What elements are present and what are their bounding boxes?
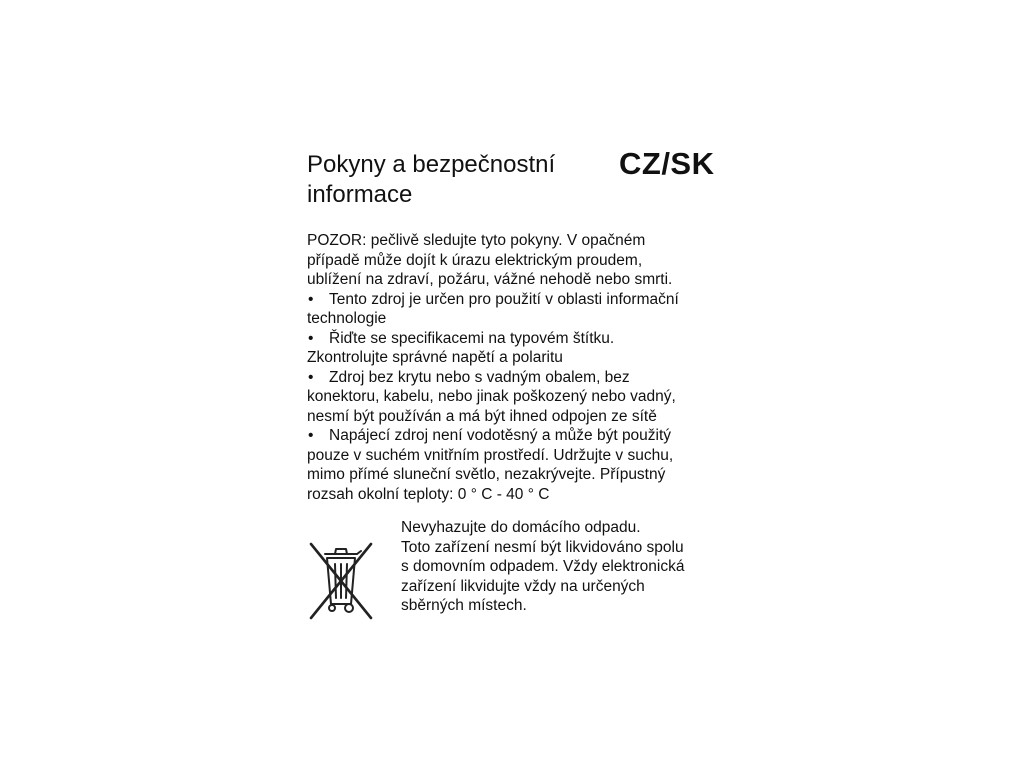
bullet-icon <box>307 426 329 446</box>
bullet-text: rozsah okolní teploty: 0 ° C - 40 ° C <box>307 485 550 503</box>
warning-line: případě může dojít k úrazu elektrickým proudem, <box>307 251 643 269</box>
safety-instructions <box>307 231 727 504</box>
bullet-item <box>307 290 727 329</box>
bullet-text: pouze v suchém vnitřním prostředí. Udržujte v suchu, <box>307 446 674 464</box>
disposal-line: zařízení likvidujte vždy na určených <box>401 577 645 595</box>
bullet-text: technologie <box>307 310 387 327</box>
warning-paragraph <box>307 231 727 290</box>
bullet-text: Napájecí zdroj není vodotěsný a může být použitý <box>329 427 672 444</box>
disposal-line: Nevyhazujte do domácího odpadu. <box>401 519 641 536</box>
warning-line: ublížení na zdraví, požáru, vážné nehodě nebo smrti. <box>307 271 673 288</box>
warning-line: POZOR: pečlivě sledujte tyto pokyny. V opačném <box>307 232 646 249</box>
disposal-text <box>401 518 731 616</box>
bullet-text: Řiďte se specifikacemi na typovém štítku. <box>329 329 615 347</box>
bullet-text: Zkontrolujte správné napětí a polaritu <box>307 349 563 366</box>
bullet-icon <box>307 290 329 310</box>
bullet-item <box>307 329 727 368</box>
bullet-item <box>307 426 727 504</box>
bullet-text: konektoru, kabelu, nebo jinak poškozený nebo vadný, <box>307 388 676 405</box>
language-code: CZ/SK <box>619 146 715 181</box>
bullet-text: mimo přímé sluneční světlo, nezakrývejte. Přípustný <box>307 466 666 483</box>
bullet-text: nesmí být používán a má být ihned odpojen ze sítě <box>307 407 657 425</box>
bullet-text: Tento zdroj je určen pro použití v oblasti informační <box>329 290 679 308</box>
bullet-item <box>307 368 727 427</box>
crossed-out-wheelie-bin-icon <box>305 534 377 626</box>
page-title <box>307 150 607 210</box>
title-line-1: Pokyny a bezpečnostní <box>307 151 556 178</box>
disposal-line: s domovním odpadem. Vždy elektronická <box>401 558 685 575</box>
disposal-line: Toto zařízení nesmí být likvidováno spolu <box>401 538 684 556</box>
bullet-text: Zdroj bez krytu nebo s vadným obalem, bez <box>329 368 630 386</box>
bullet-icon <box>307 368 329 388</box>
disposal-line: sběrných místech. <box>401 597 527 614</box>
bullet-icon <box>307 329 329 349</box>
title-line-2: informace <box>307 181 413 208</box>
disposal-notice <box>305 518 725 618</box>
